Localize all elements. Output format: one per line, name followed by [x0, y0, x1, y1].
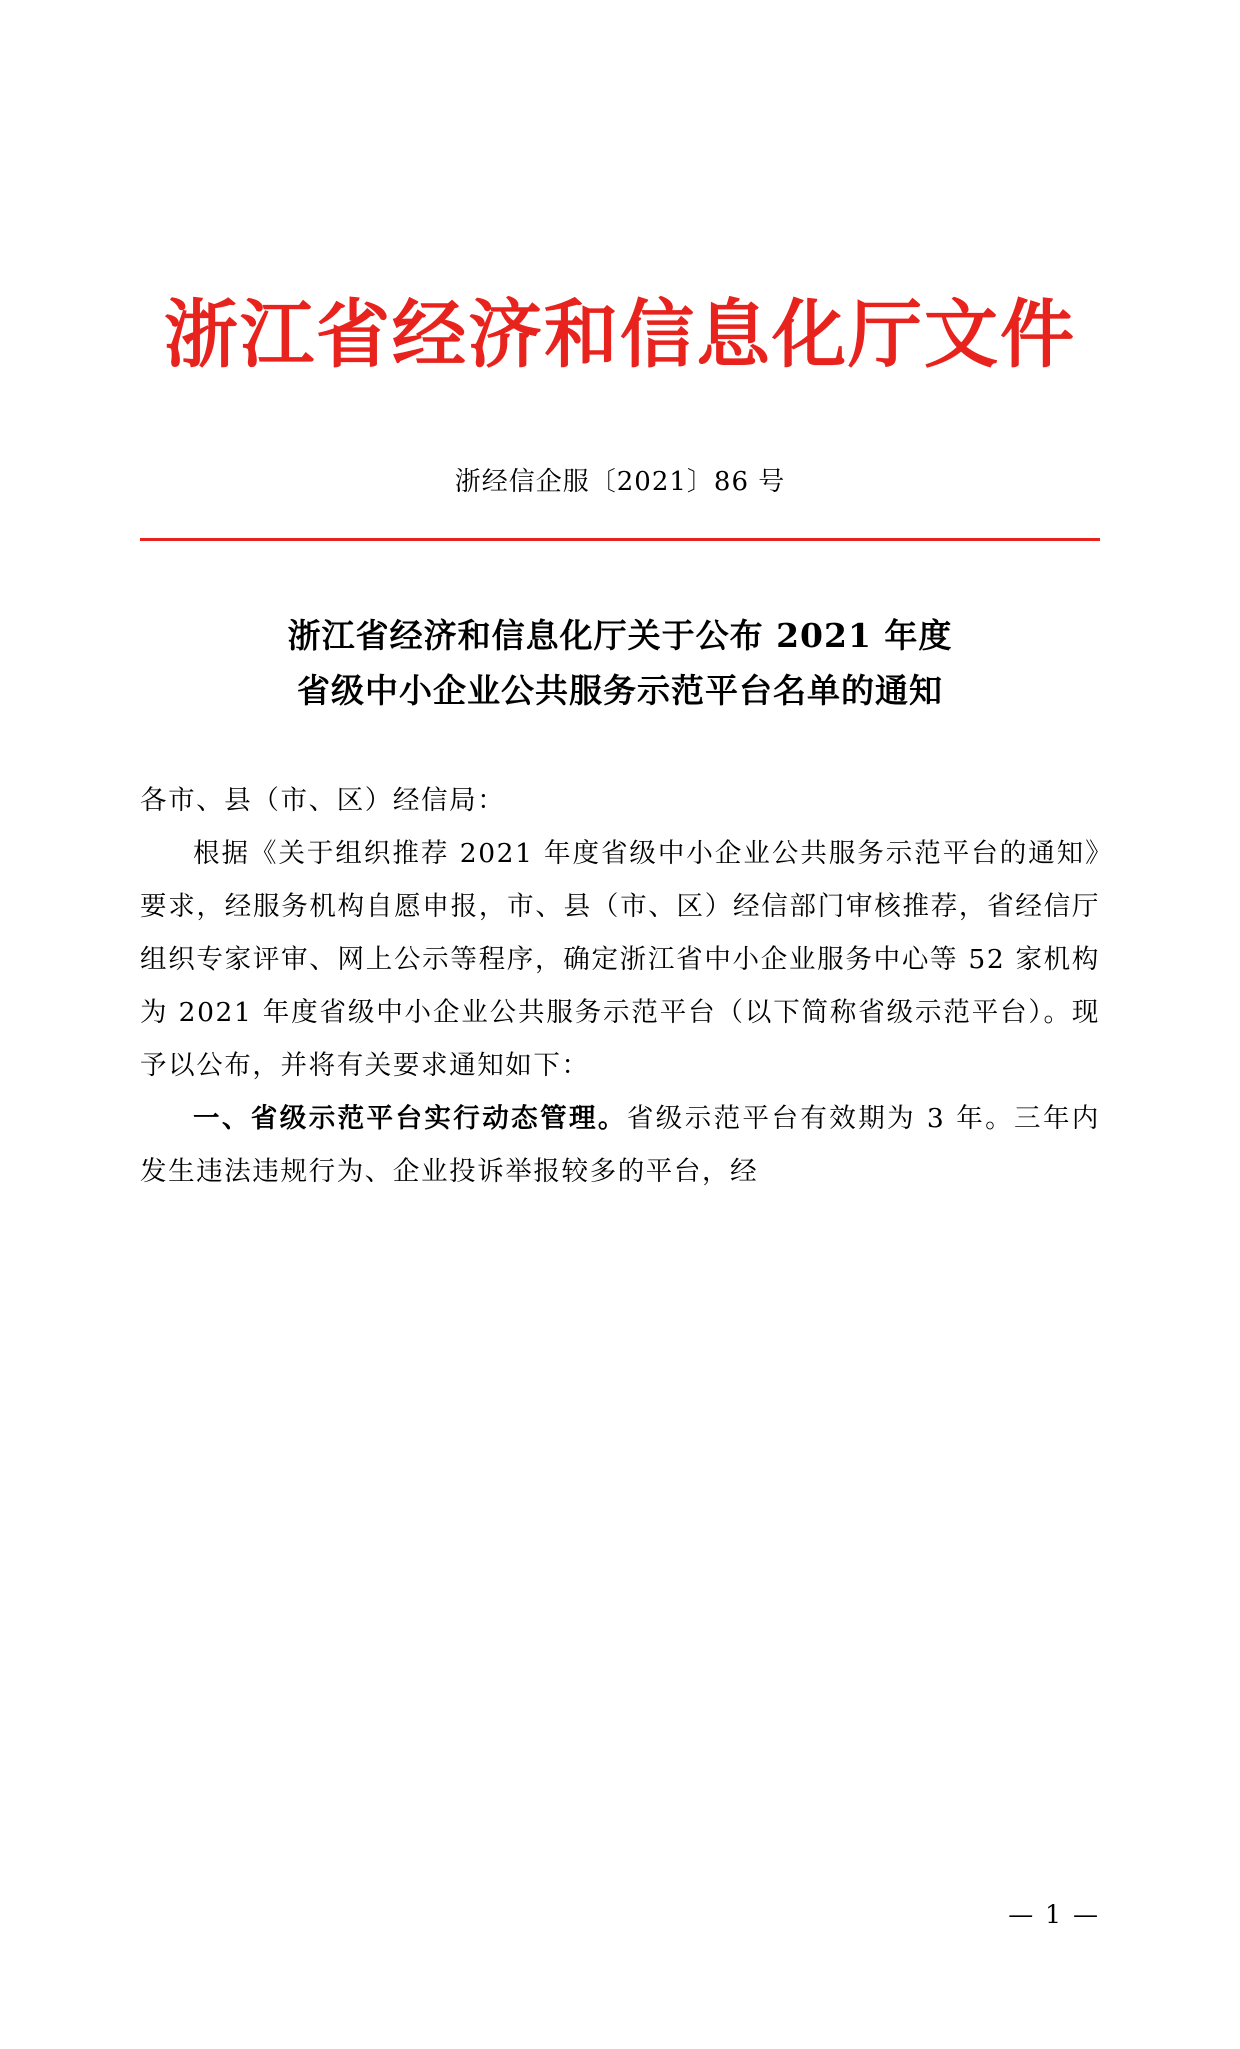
issuing-authority-masthead: 浙江省经济和信息化厅文件 — [164, 292, 1076, 378]
page-number: — 1 — — [1008, 1900, 1100, 1929]
document-masthead — [140, 292, 1100, 378]
salutation: 各市、县（市、区）经信局： — [140, 785, 506, 817]
red-divider-rule — [140, 538, 1100, 541]
document-page — [0, 292, 1240, 2049]
body-paragraph-2 — [140, 1092, 1100, 1198]
section-1-text: 省级示范平台有效期为 3 年。三年内发生违法违规行为、企业投诉举报较多的平台，经 — [140, 1103, 1101, 1188]
subject-line-1: 浙江省经济和信息化厅关于公布 2021 年度 — [287, 616, 953, 656]
body-paragraph-1: 根据《关于组织推荐 2021 年度省级中小企业公共服务示范平台的通知》要求，经服务机构自愿申报，市、县（市、区）经信部门审核推荐，省经信厅组织专家评审、网上公示等程序，确定浙江省中小企业服务中心等 52 家机构为 2021 年度省级中小企业公共服务示范平台（以下简称省级示范平台）。现予以公布，并将有关要求通知如下： — [140, 838, 1100, 1082]
document-subject-title — [140, 609, 1100, 718]
section-1-heading: 一、省级示范平台实行动态管理。 — [193, 1103, 627, 1135]
document-serial-number: 浙经信企服〔2021〕86 号 — [454, 467, 786, 498]
subject-line-2: 省级中小企业公共服务示范平台名单的通知 — [297, 670, 943, 710]
document-body — [140, 774, 1100, 1198]
